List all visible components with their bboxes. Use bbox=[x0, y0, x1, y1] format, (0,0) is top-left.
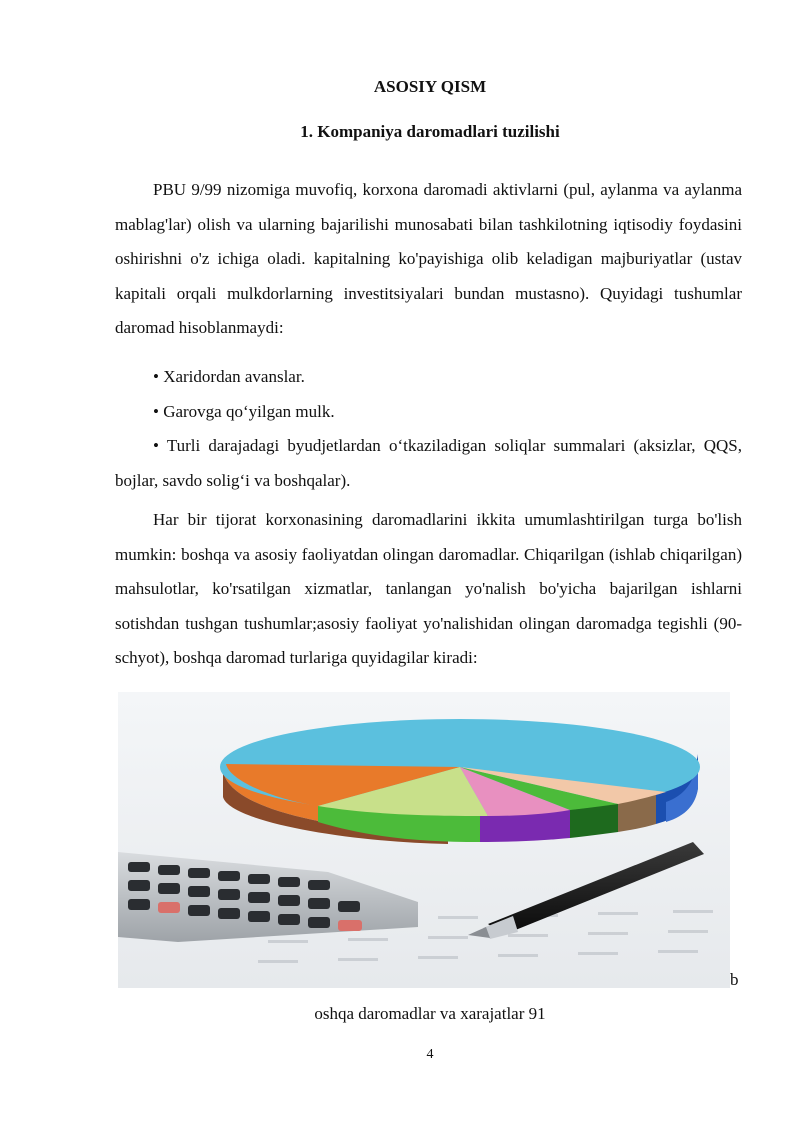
bullet-list bbox=[115, 360, 742, 498]
bullet-item: • Garovga qo‘yilgan mulk. bbox=[153, 401, 335, 421]
subsection-heading: 1. Kompaniya daromadlari tuzilishi bbox=[300, 122, 560, 141]
pie-chart-graphic bbox=[220, 719, 700, 844]
paragraph-1: PBU 9/99 nizomiga muvofiq, korxona daromadi aktivlarni (pul, aylanma va aylanma mablag'lar) olish va ularning bajarilishi munosabati bilan tashkilotning iqtisodiy foydasini oshirishni o'z ichiga oladi. kapitalning ko'payishiga olib keladigan majburiyatlar (ustav kapitali orqali mulkdorlarning investitsiyalari bundan mustasno). Quyidagi tushumlar daromad hisoblanmaydi: bbox=[115, 180, 742, 337]
bullet-item: • Xaridordan avanslar. bbox=[153, 367, 305, 386]
paragraph-2: Har bir tijorat korxonasining daromadlarini ikkita umumlashtirilgan turga bo'lish mumkin: boshqa va asosiy faoliyatdan olingan daromadlar. Chiqarilgan (ishlab chiqarilgan) mahsulotlar, ko'rsatilgan xizmatlar, tanlangan yo'nalish bo'yicha bajarilgan ishlarni sotishdan tushgan tushumlar;asosiy faoliyat yo'nalishidan olingan daromadga tegishli (90-schyot), boshqa daromad turlariga quyidagilar kiradi: bbox=[115, 510, 742, 667]
photo-illustration bbox=[118, 692, 730, 988]
figure-caption: oshqa daromadlar va xarajatlar 91 bbox=[314, 1004, 546, 1023]
bullet-item: • Turli darajadagi byudjetlardan o‘tkaziladigan soliqlar summalari (aksizlar, QQS, bojlar, savdo solig‘i va boshqalar). bbox=[115, 436, 742, 490]
pie-chart-photo bbox=[118, 692, 730, 988]
paragraph-1-block bbox=[115, 173, 742, 346]
wrapped-letter: b bbox=[730, 970, 739, 989]
paragraph-2-block bbox=[115, 503, 742, 676]
page-number: 4 bbox=[426, 1047, 434, 1062]
section-heading: ASOSIY QISM bbox=[373, 77, 487, 96]
